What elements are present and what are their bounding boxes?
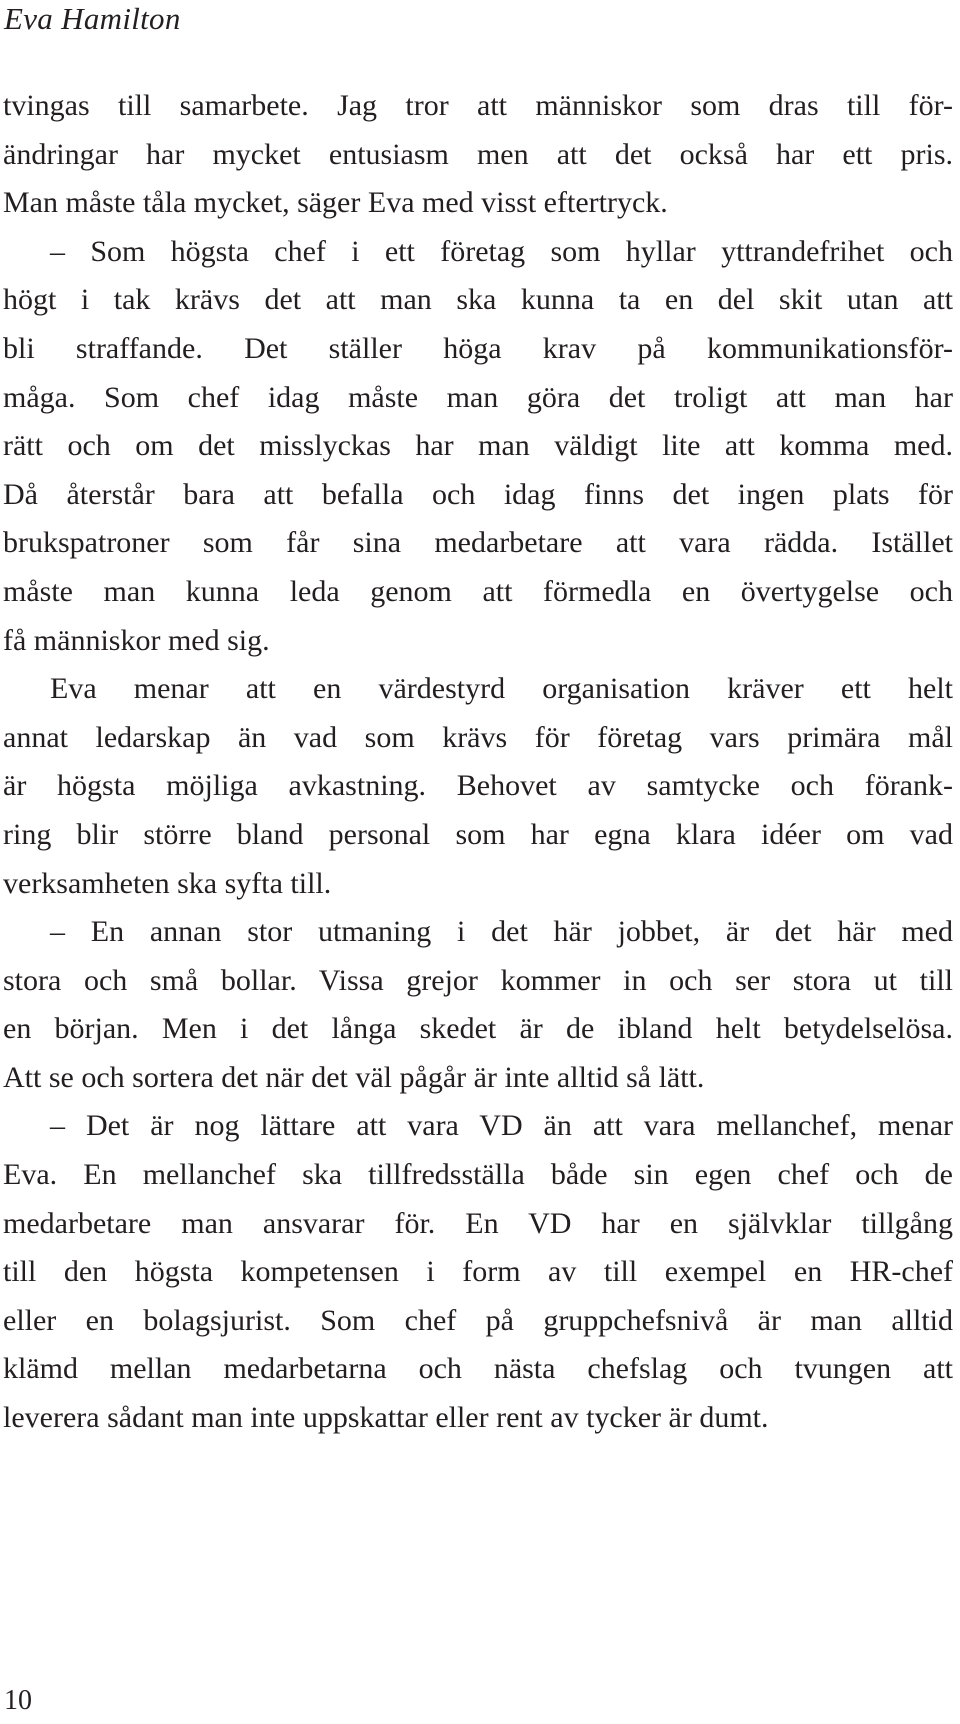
text-line: leverera sådant man inte uppskattar eller rent av tycker är dumt. — [3, 1401, 769, 1435]
text-line: Eva. En mellanchef ska tillfredsställa både sin egen chef och de — [3, 1158, 953, 1192]
text-line: – Det är nog lättare att vara VD än att vara mellanchef, menar — [50, 1109, 953, 1143]
text-line: annat ledarskap än vad som krävs för företag vars primära mål — [3, 720, 953, 754]
text-line: brukspatroner som får sina medarbetare att vara rädda. Istället — [3, 526, 953, 560]
text-line: verksamheten ska syfta till. — [3, 866, 332, 900]
text-line: – En annan stor utmaning i det här jobbet, är det här med — [50, 915, 953, 949]
running-head: Eva Hamilton — [4, 1, 181, 36]
text-line: bli straffande. Det ställer höga krav på kommunikationsför- — [3, 331, 953, 365]
text-line: Att se och sortera det när det väl pågår är inte alltid så lätt. — [3, 1060, 705, 1094]
text-line: tvingas till samarbete. Jag tror att människor som dras till för- — [3, 89, 953, 122]
text-line: medarbetare man ansvarar för. En VD har en självklar tillgång — [3, 1206, 953, 1240]
text-line: rätt och om det misslyckas har man väldigt lite att komma med. — [3, 429, 953, 463]
text-line: måste man kunna leda genom att förmedla en övertygelse och — [3, 574, 953, 608]
text-line: – Som högsta chef i ett företag som hyllar yttrandefrihet och — [50, 234, 953, 268]
body-text — [3, 82, 953, 1443]
text-line: stora och små bollar. Vissa grejor kommer in och ser stora ut till — [3, 963, 953, 997]
text-line: klämd mellan medarbetarna och nästa chefslag och tvungen att — [3, 1352, 953, 1386]
text-line: en början. Men i det långa skedet är de ibland helt betydelselösa. — [3, 1012, 953, 1046]
text-line: ändringar har mycket entusiasm men att det också har ett pris. — [3, 137, 953, 171]
text-line: eller en bolagsjurist. Som chef på gruppchefsnivå är man alltid — [3, 1303, 953, 1337]
text-line: få människor med sig. — [3, 623, 270, 657]
text-line: högt i tak krävs det att man ska kunna ta en del skit utan att — [3, 283, 953, 317]
text-line: Man måste tåla mycket, säger Eva med visst eftertryck. — [3, 186, 668, 220]
text-line: måga. Som chef idag måste man göra det troligt att man har — [3, 380, 953, 414]
text-line: till den högsta kompetensen i form av till exempel en HR-chef — [3, 1255, 953, 1289]
page-number: 10 — [4, 1685, 32, 1716]
text-line: ring blir större bland personal som har egna klara idéer om vad — [3, 817, 953, 851]
text-line: Då återstår bara att befalla och idag finns det ingen plats för — [3, 477, 953, 511]
text-line: är högsta möjliga avkastning. Behovet av samtycke och förank- — [3, 769, 953, 803]
text-line: Eva menar att en värdestyrd organisation kräver ett helt — [50, 672, 953, 706]
